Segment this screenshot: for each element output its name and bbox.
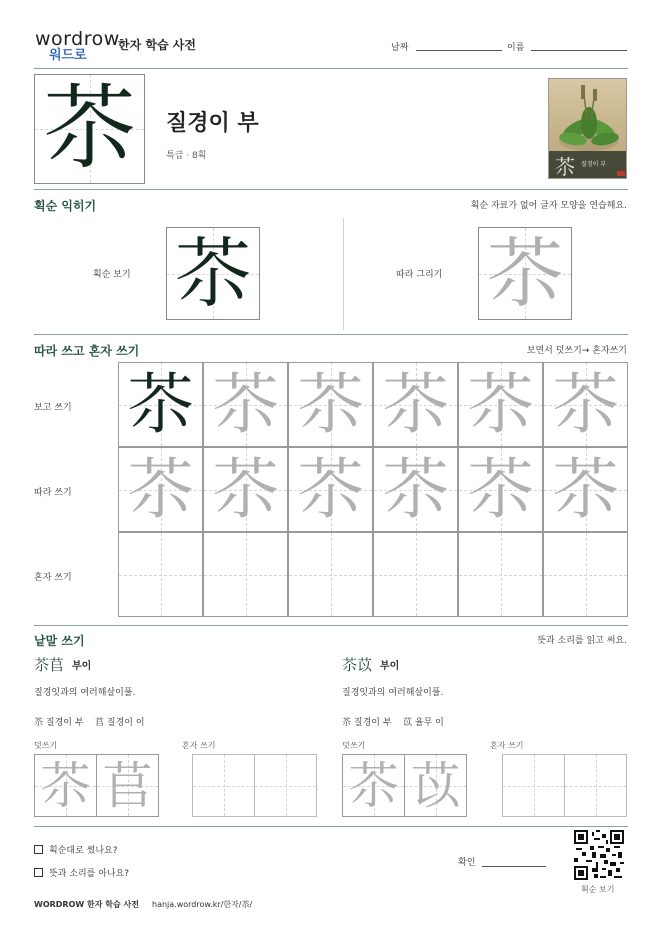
word2-trace-cell-1[interactable]	[342, 754, 405, 817]
checkbox[interactable]	[34, 845, 43, 854]
word2-trace-cell-2[interactable]	[404, 754, 467, 817]
practice-character: 苶	[127, 450, 194, 528]
hero-rule	[34, 189, 628, 190]
practice-cell[interactable]	[118, 447, 203, 532]
hero-character-box	[34, 74, 145, 184]
practice-character: 苶	[212, 365, 279, 443]
confirm-signature-line[interactable]	[482, 866, 546, 867]
word1-solo-cell-1[interactable]	[192, 754, 255, 817]
stroke-trace-label: 따라 그리기	[396, 270, 443, 280]
gloss-hanja: 苶	[34, 718, 44, 728]
word-reading: 부이	[380, 661, 400, 672]
practice-cell[interactable]	[543, 362, 628, 447]
plant-thumbnail	[548, 78, 627, 179]
words-section-note: 뜻과 소리를 읽고 써요.	[537, 636, 627, 646]
practice-character: 苶	[467, 450, 534, 528]
practice-grid	[118, 362, 628, 618]
footer-brand: WORDROW 한자 학습 사전	[34, 900, 139, 909]
word2-solo-cell-2[interactable]	[564, 754, 627, 817]
word2-solo-cell-1[interactable]	[502, 754, 565, 817]
stroke-view-box[interactable]	[166, 227, 260, 320]
thumbnail-caption: 질경이 부	[581, 161, 607, 168]
hero-character: 苶	[43, 75, 136, 182]
word-trace-character: 苡	[410, 756, 461, 815]
practice-section-note: 보면서 덧쓰기→ 혼자쓰기	[526, 346, 627, 356]
practice-character: 苶	[552, 450, 619, 528]
word-trace-label: 덧쓰기	[34, 741, 58, 750]
stroke-trace-box[interactable]	[478, 227, 572, 320]
gloss-hanja: 苢	[94, 718, 104, 728]
hero-meaning-sound: 질경이 부	[166, 111, 259, 136]
word1-trace-cell-2[interactable]	[96, 754, 159, 817]
practice-cell-empty[interactable]	[118, 532, 203, 617]
practice-row-label-view: 보고 쓰기	[34, 403, 72, 413]
word1-trace-cell-1[interactable]	[34, 754, 97, 817]
practice-character: 苶	[552, 365, 619, 443]
word-definition: 질경잇과의 여러해살이풀.	[34, 688, 136, 698]
word-trace-character: 苶	[40, 756, 91, 815]
word-trace-label: 덧쓰기	[342, 741, 366, 750]
word-trace-character: 苢	[102, 756, 153, 815]
header-title: 한자 학습 사전	[118, 38, 196, 52]
words-rule	[34, 826, 628, 827]
checklist-item-meaning[interactable]	[34, 866, 129, 879]
practice-cell-empty[interactable]	[458, 532, 543, 617]
thumbnail-badge	[617, 171, 625, 176]
qr-code-graphic	[574, 830, 624, 880]
checklist-item-stroke-order[interactable]	[34, 843, 118, 856]
word-hanja: 苶苡	[342, 656, 373, 674]
checkbox[interactable]	[34, 868, 43, 877]
practice-cell[interactable]	[543, 447, 628, 532]
practice-cell[interactable]	[288, 447, 373, 532]
practice-cell-empty[interactable]	[288, 532, 373, 617]
name-label: 이름	[507, 43, 525, 53]
word-definition: 질경잇과의 여러해살이풀.	[342, 688, 444, 698]
word-trace-character: 苶	[348, 756, 399, 815]
word-reading: 부이	[72, 661, 92, 672]
gloss-text: 질경이 이	[106, 718, 145, 728]
checklist-label: 뜻과 소리를 아나요?	[49, 869, 130, 879]
practice-cell[interactable]	[203, 362, 288, 447]
logo-korean: 워드로	[49, 48, 87, 63]
practice-cell[interactable]	[373, 447, 458, 532]
header-rule	[34, 68, 628, 69]
stroke-section-note: 획순 자료가 없어 글자 모양을 연습해요.	[470, 201, 627, 211]
practice-cell-empty[interactable]	[203, 532, 288, 617]
gloss-hanja: 苶	[342, 718, 352, 728]
confirm-label: 확인	[458, 858, 476, 868]
practice-character: 苶	[382, 450, 449, 528]
qr-code[interactable]	[574, 830, 624, 880]
practice-row-label-solo: 혼자 쓰기	[34, 573, 72, 583]
word-char-gloss-1	[34, 715, 145, 728]
words-section-title: 낱말 쓰기	[34, 634, 85, 648]
stroke-divider	[343, 218, 344, 330]
gloss-hanja: 苡	[402, 718, 412, 728]
practice-cell[interactable]	[458, 362, 543, 447]
checklist-label: 획순대로 썼나요?	[49, 846, 118, 856]
wordrow-logo[interactable]	[35, 28, 120, 66]
footer-url[interactable]: hanja.wordrow.kr/한자/苶/	[152, 900, 253, 909]
stroke-view-character: 苶	[175, 228, 251, 318]
stroke-rule	[34, 334, 628, 335]
practice-cell[interactable]	[203, 447, 288, 532]
practice-cell-empty[interactable]	[373, 532, 458, 617]
logo-wordmark: wordrow	[35, 28, 120, 50]
practice-row-label-trace: 따라 쓰기	[34, 488, 72, 498]
practice-cell[interactable]	[373, 362, 458, 447]
date-label: 날짜	[391, 43, 409, 53]
practice-cell-empty[interactable]	[543, 532, 628, 617]
word-char-gloss-2	[342, 715, 444, 728]
thumbnail-character: 苶	[555, 155, 575, 179]
practice-rule	[34, 625, 628, 626]
practice-character: 苶	[297, 365, 364, 443]
word-solo-label: 혼자 쓰기	[490, 741, 524, 750]
practice-cell[interactable]	[288, 362, 373, 447]
gloss-text: 율무 이	[414, 718, 444, 728]
practice-character: 苶	[127, 365, 194, 443]
practice-character: 苶	[297, 450, 364, 528]
practice-cell[interactable]	[458, 447, 543, 532]
practice-cell-model[interactable]	[118, 362, 203, 447]
practice-character: 苶	[212, 450, 279, 528]
practice-character: 苶	[382, 365, 449, 443]
word1-solo-cell-2[interactable]	[254, 754, 317, 817]
hero-meta: 특급 · 8획	[166, 151, 207, 161]
word-hanja: 苶苢	[34, 656, 65, 674]
qr-caption: 획순 보기	[581, 885, 615, 894]
name-field[interactable]	[531, 50, 627, 51]
stroke-trace-character: 苶	[487, 228, 563, 318]
stroke-section-title: 획순 익히기	[34, 199, 97, 213]
gloss-text: 질경이 부	[353, 718, 392, 728]
date-field[interactable]	[416, 50, 502, 51]
gloss-text: 질경이 부	[45, 718, 84, 728]
practice-character: 苶	[467, 365, 534, 443]
practice-section-title: 따라 쓰고 혼자 쓰기	[34, 344, 140, 358]
stroke-view-label: 획순 보기	[93, 270, 131, 280]
word-solo-label: 혼자 쓰기	[182, 741, 216, 750]
